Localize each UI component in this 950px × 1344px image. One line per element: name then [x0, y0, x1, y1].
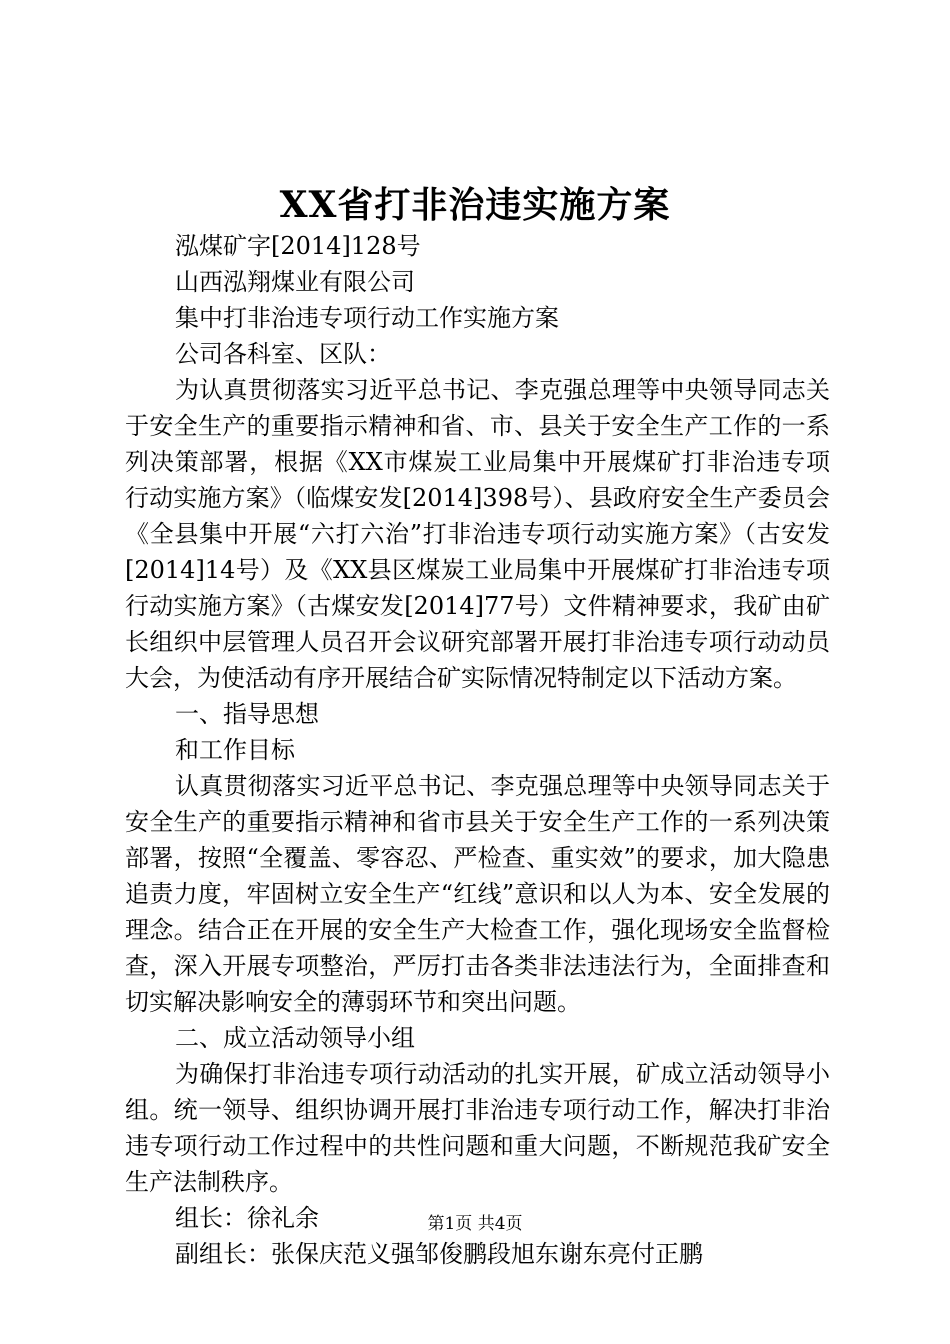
section-2-heading: 二、成立活动领导小组 [175, 1024, 415, 1052]
deputy-leaders-line: 副组长：张保庆范义强邹俊鹏段旭东谢东亮付正鹏 [175, 1240, 703, 1268]
intro-paragraph: 为认真贯彻落实习近平总书记、李克强总理等中央领导同志关于安全生产的重要指示精神和省、市、县关于安全生产工作的一系列决策部署，根据《XX市煤炭工业局集中开展煤矿打非治违专项行动实施方案》（临煤安发[2014]398号）、县政府安全生产委员会《全县集中开展“六打六治”打非治违专项行动实施方案》（古安发[2014]14号）及《XX县区煤炭工业局集中开展煤矿打非治违专项行动实施方案》（古煤安发[2014]77号）文件精神要求，我矿由矿长组织中层管理人员召开会议研究部署开展打非治违专项行动动员大会，为使活动有序开展结合矿实际情况特制定以下活动方案。 [125, 376, 830, 692]
document-subtitle: 集中打非治违专项行动工作实施方案 [175, 304, 559, 332]
document-title: XX省打非治违实施方案 [279, 184, 671, 226]
document-body [125, 228, 830, 1272]
leader-line: 组长：徐礼余 [175, 1204, 319, 1232]
document-number: 泓煤矿字[2014]128号 [175, 232, 421, 260]
company-name: 山西泓翔煤业有限公司 [175, 268, 415, 296]
recipients-line: 公司各科室、区队： [175, 340, 391, 368]
section-1-heading: 一、指导思想 [175, 700, 319, 728]
section-2-paragraph: 为确保打非治违专项行动活动的扎实开展，矿成立活动领导小组。统一领导、组织协调开展打非治违专项行动工作，解决打非治违专项行动工作过程中的共性问题和重大问题，不断规范我矿安全生产法制秩序。 [125, 1060, 830, 1196]
section-1-paragraph: 认真贯彻落实习近平总书记、李克强总理等中央领导同志关于安全生产的重要指示精神和省市县关于安全生产工作的一系列决策部署，按照“全覆盖、零容忍、严检查、重实效”的要求，加大隐患追责力度，牢固树立安全生产“红线”意识和以人为本、安全发展的理念。结合正在开展的安全生产大检查工作，强化现场安全监督检查，深入开展专项整治，严厉打击各类非法违法行为，全面排查和切实解决影响安全的薄弱环节和突出问题。 [125, 772, 830, 1016]
section-1-heading-continued: 和工作目标 [175, 736, 295, 764]
page-footer: 第1页 共4页 [427, 1214, 523, 1234]
